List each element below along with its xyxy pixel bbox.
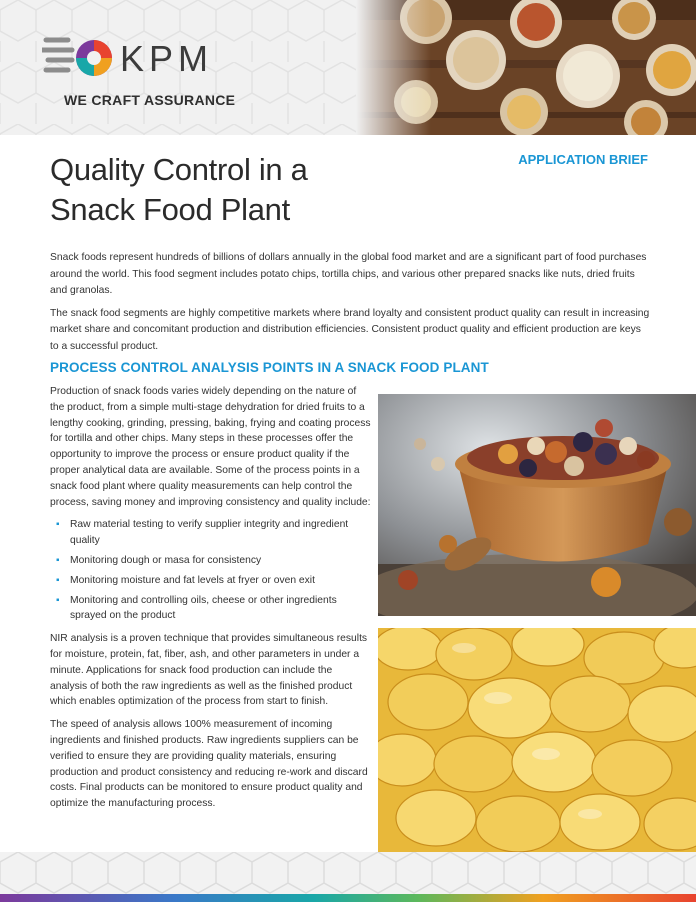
list-item: ▪ Raw material testing to verify supplier integrity and ingredient quality bbox=[56, 519, 349, 547]
body-paragraph: The speed of analysis allows 100% measurement of incoming ingredients and finished products. Raw ingredients suppliers can be verified to ensure they are providing quality materials, ensuring production and product consistency and reducing re-work and discard costs. Final products can be monitored to ensure product quality and optimize the manufacturing process. bbox=[50, 719, 368, 810]
section-heading: PROCESS CONTROL ANALYSIS POINTS IN A SNACK FOOD PLANT bbox=[50, 360, 489, 375]
bullet-icon: ▪ bbox=[56, 574, 60, 586]
logo-wordmark: KPM bbox=[120, 38, 214, 79]
document-type-label: APPLICATION BRIEF bbox=[518, 152, 648, 167]
process-points-list bbox=[50, 517, 372, 624]
snack-bowls-photo bbox=[356, 0, 696, 135]
list-item: ▪ Monitoring dough or masa for consistency bbox=[70, 553, 372, 569]
intro-paragraph: Snack foods represent hundreds of billions of dollars annually in the global food market and are a significant part of food purchases around the world. This food segment includes potato chips, tortilla chips, and various other prepared snacks like nuts, dried fruits and granolas. bbox=[50, 252, 647, 296]
trail-mix-bowl-photo bbox=[378, 394, 696, 616]
bullet-icon: ▪ bbox=[56, 594, 60, 606]
list-item: ▪ Monitoring moisture and fat levels at fryer or oven exit bbox=[70, 573, 372, 589]
page-title: Quality Control in a Snack Food Plant bbox=[50, 152, 308, 227]
kpm-logo-icon bbox=[42, 30, 118, 90]
body-paragraph: NIR analysis is a proven technique that provides simultaneous results for moisture, protein, fat, fiber, ash, and other parameters in under a minute. Applications for snack food production can include the analysis of both the raw ingredients as well as the finished product which enables optimization of the process from start to finish. bbox=[50, 633, 368, 708]
page-header bbox=[0, 0, 696, 135]
bullet-icon: ▪ bbox=[56, 554, 60, 566]
potato-chips-photo bbox=[378, 628, 696, 852]
intro-paragraph: The snack food segments are highly competitive markets where brand loyalty and consistent product quality can result in increasing market share and concomitant production and distribution efficiencies. Consistent product quality and efficient production are keys to a successful product. bbox=[50, 307, 650, 352]
tagline: WE CRAFT ASSURANCE bbox=[64, 92, 236, 108]
footer-color-bar bbox=[0, 894, 696, 902]
footer-hexagon-pattern bbox=[0, 852, 696, 896]
body-paragraph: Production of snack foods varies widely depending on the nature of the product, from a simple multi-stage dehydration for dried fruits to a lengthy cooking, grinding, pressing, baking, frying and coating process for tortilla and other chips. Many steps in these processes offer the opportunity to improve the process or ensure product quality if the proper analytical data are available. Some of the process points in a snack food plant where quality measurements can help control the process, saving money and improving consistency and quality include: bbox=[50, 386, 371, 508]
intro-text bbox=[50, 250, 650, 361]
body-column bbox=[50, 384, 372, 819]
bullet-icon: ▪ bbox=[56, 519, 60, 531]
list-item: ▪ Monitoring and controlling oils, cheese or other ingredients sprayed on the product bbox=[56, 594, 337, 622]
